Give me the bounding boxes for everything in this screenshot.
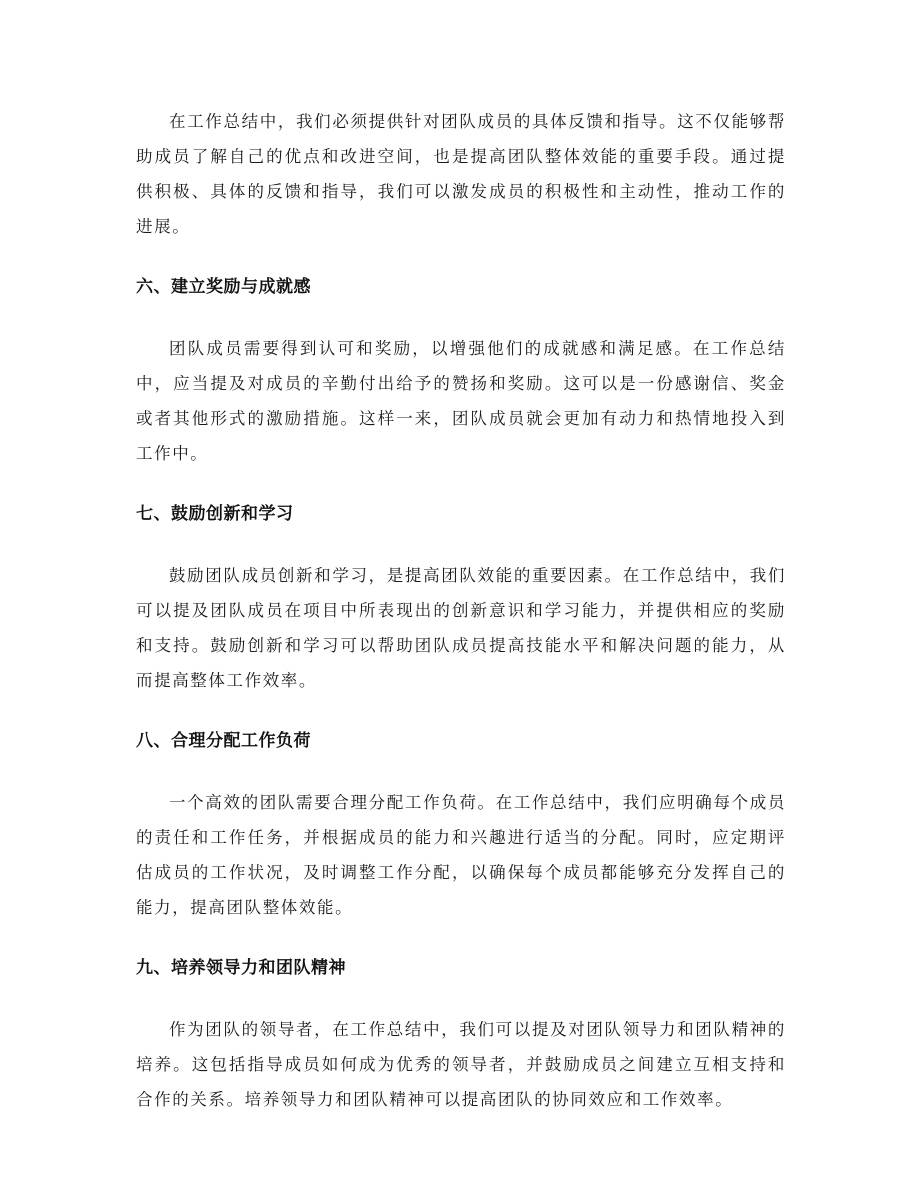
section-paragraph-8: 一个高效的团队需要合理分配工作负荷。在工作总结中，我们应明确每个成员的责任和工作任务，并根据成员的能力和兴趣进行适当的分配。同时，应定期评估成员的工作状况，及时调整工作分配，以确保每个成员都能够充分发挥自己的能力，提高团队整体效能。: [136, 793, 786, 917]
section-paragraph-7: 鼓励团队成员创新和学习，是提高团队效能的重要因素。在工作总结中，我们可以提及团队成员在项目中所表现出的创新意识和学习能力，并提供相应的奖励和支持。鼓励创新和学习可以帮助团队成员提高技能水平和解决问题的能力，从而提高整体工作效率。: [136, 566, 786, 690]
section-heading-9: 九、培养领导力和团队精神: [136, 958, 346, 978]
section-heading-8: 八、合理分配工作负荷: [136, 731, 311, 751]
intro-paragraph: 在工作总结中，我们必须提供针对团队成员的具体反馈和指导。这不仅能够帮助成员了解自己的优点和改进空间，也是提高团队整体效能的重要手段。通过提供积极、具体的反馈和指导，我们可以激发成员的积极性和主动性，推动工作的进展。: [136, 112, 786, 236]
section-heading-6: 六、建立奖励与成就感: [136, 277, 311, 297]
section-paragraph-9: 作为团队的领导者，在工作总结中，我们可以提及对团队领导力和团队精神的培养。这包括指导成员如何成为优秀的领导者，并鼓励成员之间建立互相支持和合作的关系。培养领导力和团队精神可以提高团队的协同效应和工作效率。: [136, 1020, 786, 1109]
section-heading-7: 七、鼓励创新和学习: [136, 504, 294, 524]
document-page: [136, 104, 786, 1117]
section-paragraph-6: 团队成员需要得到认可和奖励，以增强他们的成就感和满足感。在工作总结中，应当提及对成员的辛勤付出给予的赞扬和奖励。这可以是一份感谢信、奖金或者其他形式的激励措施。这样一来，团队成员就会更加有动力和热情地投入到工作中。: [136, 339, 786, 463]
